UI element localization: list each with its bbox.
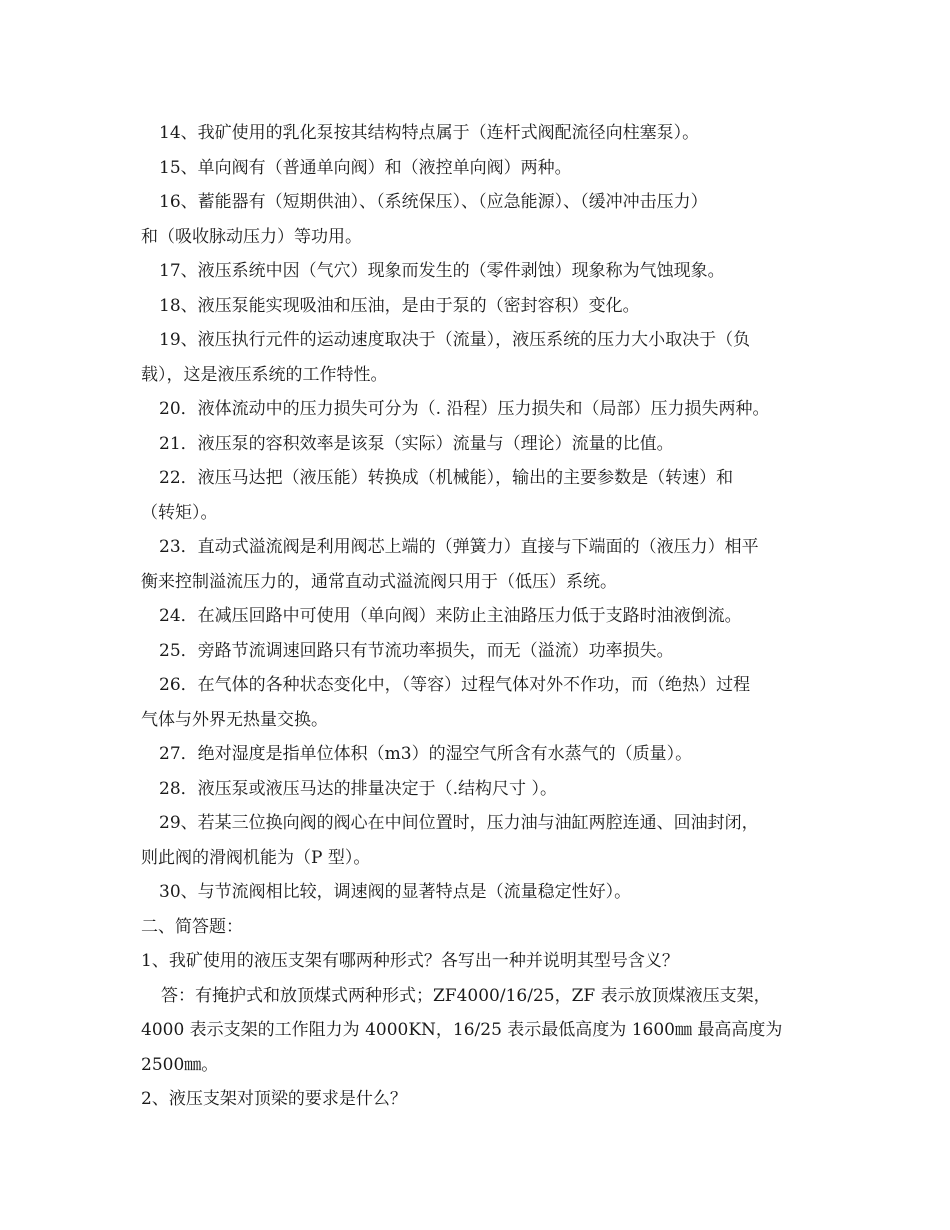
question-17: 17、液压系统中因（气穴）现象而发生的（零件剥蚀）现象称为气蚀现象。 (159, 261, 725, 281)
answer-1-end: 2500㎜。 (141, 1054, 219, 1075)
short-answer-question-2: 2、液压支架对顶梁的要求是什么？ (141, 1089, 407, 1109)
question-22-continued: （转矩）。 (141, 502, 218, 523)
question-24: 24．在减压回路中可使用（单向阀）来防止主油路压力低于支路时油液倒流。 (159, 606, 742, 626)
answer-1-continued: 4000 表示支架的工作阻力为 4000KN，16/25 表示最低高度为 1600㎜ 最高高度为 (141, 1020, 783, 1040)
question-16-continued: 和（吸收脉动压力）等功用。 (141, 226, 362, 247)
question-27: 27．绝对湿度是指单位体积（m3）的湿空气所含有水蒸气的（质量）。 (159, 744, 693, 764)
question-22: 22．液压马达把（液压能）转换成（机械能），输出的主要参数是（转速）和 (159, 468, 734, 488)
short-answer-question-1: 1、我矿使用的液压支架有哪两种形式？各写出一种并说明其型号含义？ (141, 951, 679, 971)
question-19-continued: 载），这是液压系统的工作特性。 (141, 364, 388, 385)
question-23: 23．直动式溢流阀是利用阀芯上端的（弹簧力）直接与下端面的（液压力）相平 (159, 537, 759, 557)
question-19: 19、液压执行元件的运动速度取决于（流量），液压系统的压力大小取决于（负 (159, 330, 751, 350)
question-15: 15、单向阀有（普通单向阀）和（液控单向阀）两种。 (159, 157, 572, 178)
question-29: 29、若某三位换向阀的阀心在中间位置时，压力油与油缸两腔连通、回油封闭， (159, 813, 759, 833)
question-23-continued: 衡来控制溢流压力的，通常直动式溢流阀只用于（低压）系统。 (141, 571, 617, 592)
question-26-continued: 气体与外界无热量交换。 (141, 709, 328, 730)
question-16: 16、蓄能器有（短期供油）、（系统保压）、（应急能源）、（缓冲冲击压力） (159, 192, 708, 212)
question-21: 21．液压泵的容积效率是该泵（实际）流量与（理论）流量的比值。 (159, 433, 674, 454)
question-20: 20．液体流动中的压力损失可分为（. 沿程）压力损失和（局部）压力损失两种。 (159, 399, 770, 419)
question-29-continued: 则此阀的滑阀机能为（P 型）。 (141, 847, 371, 868)
question-30: 30、与节流阀相比较，调速阀的显著特点是（流量稳定性好）。 (159, 882, 632, 902)
section-heading-short-answer: 二、简答题： (141, 916, 243, 937)
question-26: 26．在气体的各种状态变化中，（等容）过程气体对外不作功，而（绝热）过程 (159, 675, 751, 695)
question-14: 14、我矿使用的乳化泵按其结构特点属于（连杆式阀配流径向柱塞泵）。 (159, 123, 700, 143)
question-25: 25．旁路节流调速回路只有节流功率损失，而无（溢流）功率损失。 (159, 640, 674, 661)
question-18: 18、液压泵能实现吸油和压油，是由于泵的（密封容积）变化。 (159, 295, 640, 316)
answer-1: 答：有掩护式和放顶煤式两种形式；ZF4000/16/25，ZF 表示放顶煤液压支架， (161, 985, 771, 1006)
question-28: 28．液压泵或液压马达的排量决定于（.结构尺寸 ）。 (159, 778, 557, 799)
document-body (141, 116, 821, 1117)
